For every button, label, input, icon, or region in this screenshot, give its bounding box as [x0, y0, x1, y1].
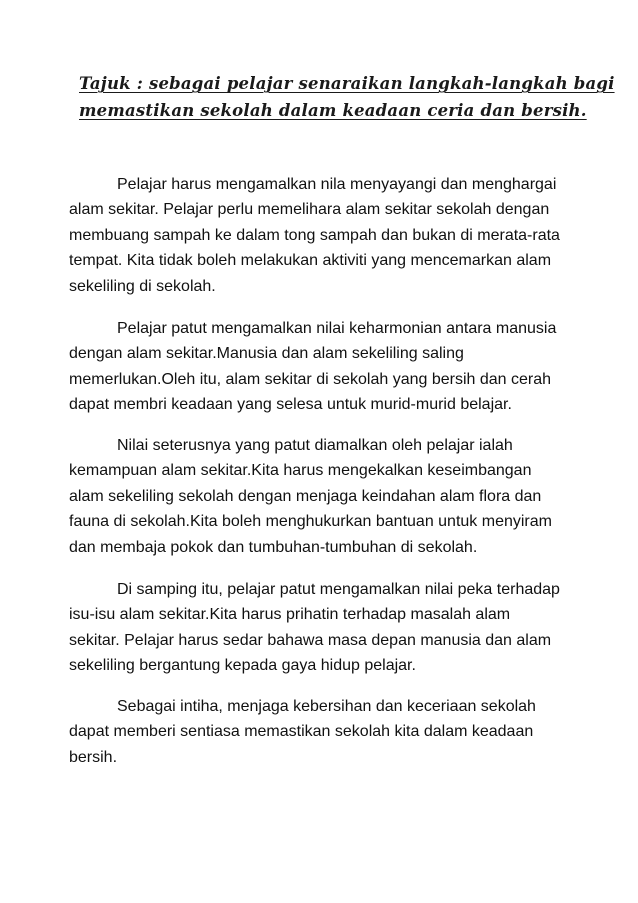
title-line: memastikan sekolah dalam keadaan ceria dan bersih. — [79, 101, 587, 120]
paragraph-3 — [69, 433, 589, 560]
paragraph-line: Pelajar harus mengamalkan nila menyayangi dan menghargai — [117, 176, 557, 193]
paragraph-line: tempat. Kita tidak boleh melakukan aktiviti yang mencemarkan alam — [69, 252, 552, 270]
paragraph-5 — [69, 694, 589, 770]
paragraph-line: dapat membri keadaan yang selesa untuk murid-murid belajar. — [69, 396, 512, 414]
paragraph-line: dan membaja pokok dan tumbuhan-tumbuhan di sekolah. — [69, 538, 478, 556]
title-line: Tajuk : sebagai pelajar senaraikan langkah-langkah bagi — [79, 74, 615, 93]
paragraph-1 — [69, 172, 589, 299]
paragraph-line: alam sekeliling sekolah dengan menjaga keindahan alam flora dan — [69, 487, 542, 505]
paragraph-line: isu-isu alam sekitar.Kita harus prihatin terhadap masalah alam — [69, 606, 511, 624]
paragraph-line: fauna di sekolah.Kita boleh menghukurkan bantuan untuk menyiram — [69, 513, 552, 531]
paragraph-line: membuang sampah ke dalam tong sampah dan bukan di merata-rata — [69, 226, 560, 244]
paragraph-line: sekitar. Pelajar harus sedar bahawa masa depan manusia dan alam — [69, 631, 552, 649]
paragraph-line: bersih. — [69, 748, 118, 766]
paragraph-line: Di samping itu, pelajar patut mengamalkan nilai peka terhadap — [117, 581, 560, 598]
paragraph-line: Sebagai intiha, menjaga kebersihan dan keceriaan sekolah — [117, 698, 536, 715]
document-title — [79, 70, 615, 124]
paragraph-line: Pelajar patut mengamalkan nilai keharmonian antara manusia — [117, 320, 557, 337]
paragraph-line: alam sekitar. Pelajar perlu memelihara alam sekitar sekolah dengan — [69, 201, 550, 219]
paragraph-line: dengan alam sekitar.Manusia dan alam sekeliling saling — [69, 345, 464, 363]
paragraph-line: dapat memberi sentiasa memastikan sekolah kita dalam keadaan — [69, 723, 534, 741]
paragraph-line: sekeliling bergantung kepada gaya hidup pelajar. — [69, 657, 416, 675]
paragraph-line: kemampuan alam sekitar.Kita harus mengekalkan keseimbangan — [69, 462, 532, 480]
paragraph-line: sekeliling di sekolah. — [69, 277, 216, 295]
paragraph-line: Nilai seterusnya yang patut diamalkan oleh pelajar ialah — [117, 437, 513, 454]
paragraph-2 — [69, 316, 589, 418]
paragraph-4 — [69, 577, 589, 679]
paragraph-line: memerlukan.Oleh itu, alam sekitar di sekolah yang bersih dan cerah — [69, 370, 552, 388]
